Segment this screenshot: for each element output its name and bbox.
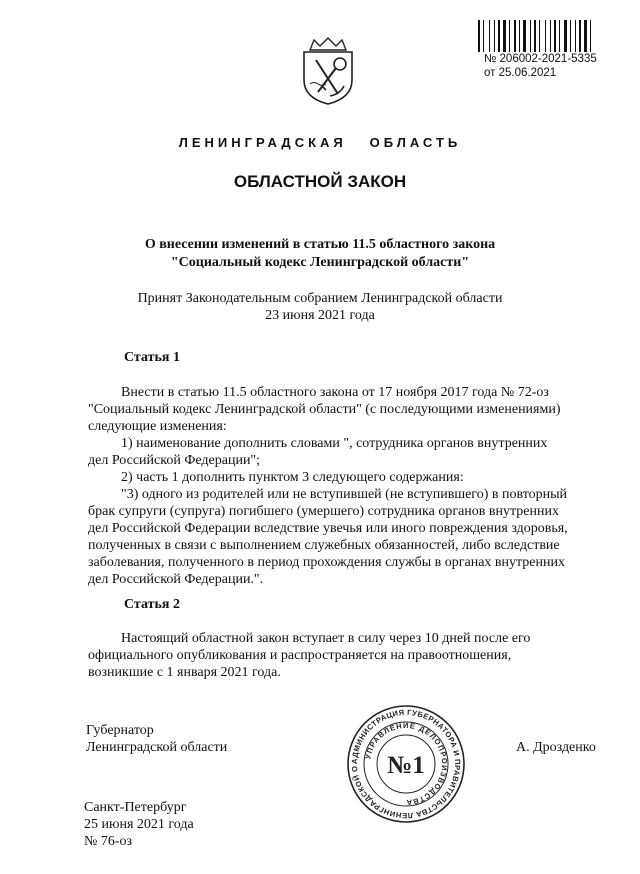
barcode-bar	[483, 20, 484, 52]
barcode-bar	[559, 20, 560, 52]
article-2-text-line: возникшие с 1 января 2021 года.	[88, 665, 281, 680]
barcode-bar	[584, 20, 587, 52]
adoption-date: 23 июня 2021 года	[265, 308, 375, 323]
law-title-line: "Социальный кодекс Ленинградской области"	[170, 255, 470, 270]
issuance-info	[84, 799, 194, 850]
region-heading: ЛЕНИНГРАДСКАЯ ОБЛАСТЬ	[178, 135, 462, 150]
barcode-bar	[478, 20, 480, 52]
signatory-role	[86, 722, 227, 756]
article-1-heading: Статья 1	[124, 350, 180, 365]
barcode-bar	[554, 20, 556, 52]
registration-date: от 25.06.2021	[484, 67, 557, 79]
barcode-bar	[564, 20, 567, 52]
coat-of-arms-icon	[296, 36, 360, 106]
barcode-bar	[545, 20, 546, 52]
barcode-bar	[498, 20, 500, 52]
adoption-info	[0, 290, 640, 324]
article-2-heading: Статья 2	[124, 597, 180, 612]
article-1-quote-line: полученных в связи с выполнением служебных обязанностей, либо вследствие	[88, 538, 560, 553]
seal-outer-text: АДМИНИСТРАЦИЯ ГУБЕРНАТОРА И ПРАВИТЕЛЬСТВА ЛЕНИНГРАДСКОЙ О	[349, 707, 463, 821]
barcode-bar	[494, 20, 495, 52]
signatory-role-line: Губернатор	[86, 723, 154, 738]
article-2-text-line: официального опубликования и распространяется на правоотношения,	[88, 648, 512, 663]
barcode-icon	[478, 20, 616, 52]
issuance-date: 25 июня 2021 года	[84, 817, 194, 832]
law-type-heading: ОБЛАСТНОЙ ЗАКОН	[233, 172, 407, 191]
adoption-line: Принят Законодательным собранием Ленинградской области	[137, 291, 503, 306]
signatory-name: А. Дрозденко	[516, 740, 596, 755]
law-number: № 76-оз	[84, 834, 133, 849]
barcode-bar	[570, 20, 571, 52]
signatory-role-line: Ленинградской области	[86, 740, 228, 755]
article-1-quote-line: "3) одного из родителей или не вступившей (не вступившего) в повторный	[121, 487, 568, 502]
article-1-quote-line: заболевания, полученного в период прохождения службы в органах внутренних	[88, 555, 565, 570]
barcode-bar	[590, 20, 591, 52]
barcode-bar	[530, 20, 531, 52]
article-1-quote-line: дел Российской Федерации.".	[88, 572, 264, 587]
barcode-bar	[503, 20, 506, 52]
article-1-quote-line: брак супруги (супруга) погибшего (умершего) сотрудника органов внутренних	[88, 504, 559, 519]
registration-number: № 206002-2021-5335	[484, 53, 597, 65]
article-1-quote-line: дел Российской Федерации вследствие увечья или иного повреждения здоровья,	[88, 521, 568, 536]
barcode-bar	[489, 20, 490, 52]
seal-inner-text: УПРАВЛЕНИЕ ДЕЛОПРОИЗВОДСТВА	[363, 720, 450, 808]
law-title	[0, 236, 640, 272]
issuance-city: Санкт-Петербург	[84, 800, 187, 815]
barcode-bar	[550, 20, 551, 52]
article-1-text-line: следующие изменения:	[88, 419, 227, 434]
registration-info	[484, 52, 597, 80]
official-seal-icon	[346, 704, 466, 824]
barcode-bar	[539, 20, 540, 52]
barcode-bar	[534, 20, 536, 52]
article-1-text-line: 2) часть 1 дополнить пунктом 3 следующего содержания:	[121, 470, 464, 485]
article-1-text-line: "Социальный кодекс Ленинградской области" (с последующими изменениями)	[88, 402, 561, 417]
barcode-bar	[523, 20, 526, 52]
seal-number: №1	[387, 752, 425, 779]
barcode-bar	[509, 20, 510, 52]
barcode-bar	[514, 20, 516, 52]
barcode-bar	[579, 20, 581, 52]
article-1-text-line: 1) наименование дополнить словами ", сотрудника органов внутренних	[121, 436, 548, 451]
barcode-bar	[519, 20, 520, 52]
law-title-line: О внесении изменений в статью 11.5 областного закона	[144, 237, 496, 252]
article-2-text-line: Настоящий областной закон вступает в силу через 10 дней после его	[121, 631, 531, 646]
barcode-bar	[575, 20, 576, 52]
article-1-text-line: Внести в статью 11.5 областного закона от 17 ноября 2017 года № 72-оз	[121, 385, 549, 400]
article-1-text-line: дел Российской Федерации";	[88, 453, 261, 468]
